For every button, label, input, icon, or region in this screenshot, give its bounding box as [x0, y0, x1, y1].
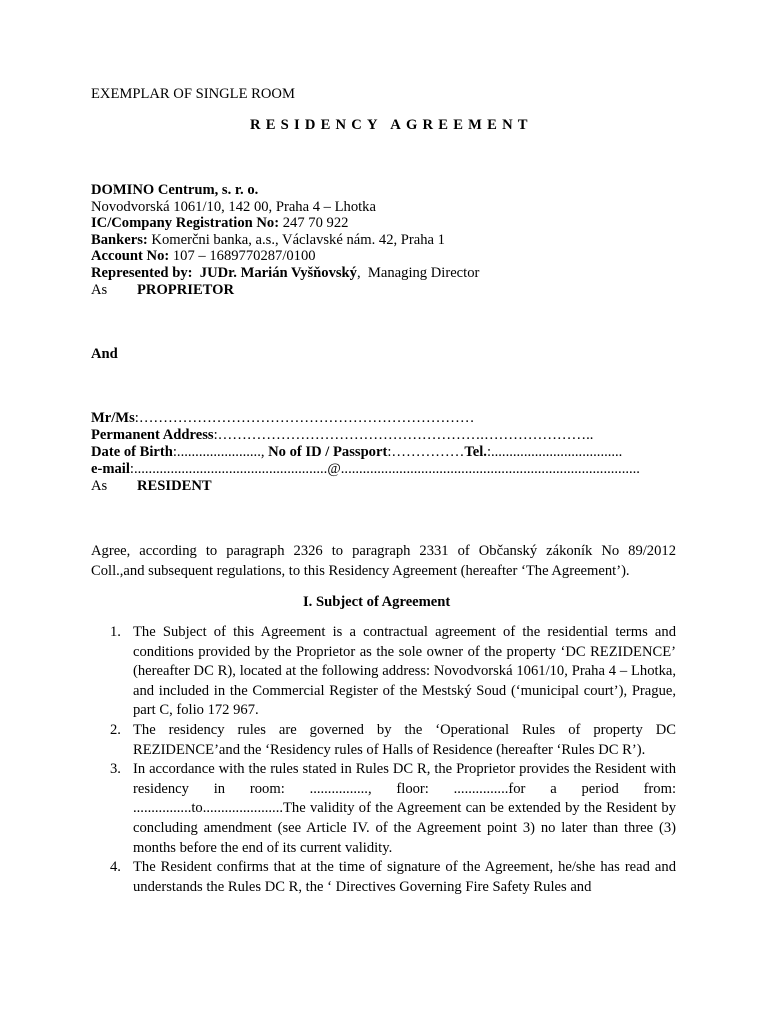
dob-blank: :......................., — [172, 444, 269, 460]
registration-label: IC/Company Registration No: — [91, 215, 280, 231]
intro-line-2: Coll.,and subsequent regulations, to this Residency Agreement (hereafter ‘The Agreement’). — [91, 563, 630, 579]
represented-label: Represented by: — [91, 265, 193, 281]
dob-label: Date of Birth — [91, 444, 173, 460]
resident-address-line — [91, 427, 593, 444]
registration-value: 247 70 922 — [279, 215, 349, 231]
item-text: The residency rules are governed by the ‘Operational Rules of property DC REZIDENCE’and the ‘Residency rules of Halls of Residence (hereafter ‘Rules DC R’). — [133, 721, 676, 758]
account-value: 107 – 1689770287/0100 — [169, 248, 316, 264]
account-label: Account No: — [91, 248, 170, 264]
item-text: The Resident confirms that at the time of signature of the Agreement, he/she has read and understands the Rules DC R, the ‘ Directives Governing Fire Safety Rules and — [133, 859, 676, 895]
proprietor-bankers — [91, 232, 445, 249]
list-item — [91, 623, 676, 721]
tel-blank: :.................................... — [486, 444, 623, 460]
resident-email-line — [91, 461, 640, 478]
intro-line-1: Agree, according to paragraph 2326 to paragraph 2331 of Občanský zákoník No 89/2012 — [91, 543, 676, 559]
list-item — [91, 858, 676, 897]
id-label: No of ID / Passport — [268, 444, 388, 460]
item-number: 4. — [110, 859, 121, 876]
exemplar-label: EXEMPLAR OF SINGLE ROOM — [91, 86, 295, 102]
permanent-address-label: Permanent Address — [91, 427, 214, 443]
representative-name: JUDr. Marián Vyšňovský — [192, 265, 357, 281]
name-blank: :…………………………………………………………… — [134, 410, 475, 426]
subject-list — [91, 623, 676, 897]
and-label: And — [91, 346, 118, 362]
resident-dob-line — [91, 444, 622, 461]
bankers-label: Bankers: — [91, 232, 148, 248]
resident-role: RESIDENT — [137, 478, 212, 494]
item-number: 1. — [110, 624, 121, 640]
section-1-heading: I. Subject of Agreement — [303, 594, 451, 610]
email-blank: :.....................................................@.................................................................................. — [129, 461, 640, 477]
proprietor-as-label: As — [91, 282, 108, 298]
name-label: Mr/Ms — [91, 410, 135, 426]
proprietor-address: Novodvorská 1061/10, 142 00, Praha 4 – Lhotka — [91, 199, 376, 215]
proprietor-registration — [91, 215, 348, 232]
representative-title: , Managing Director — [356, 265, 480, 281]
list-item — [91, 721, 676, 760]
item-number: 2. — [110, 721, 121, 738]
bankers-value: Komerčni banka, a.s., Václavské nám. 42, Praha 1 — [147, 232, 445, 248]
item-text: In accordance with the rules stated in Rules DC R, the Proprietor provides the Resident with residency in room: ................, floor: ...............for a period from: ................to......................The validity of the Agreement can be extended by the Resident by concluding amendment (see Article IV. of the Agreement point 3) no later than three (3) months before the end of its current validity. — [133, 761, 676, 856]
proprietor-representative — [91, 265, 479, 282]
tel-label: Tel. — [464, 444, 487, 460]
list-item — [91, 760, 676, 858]
proprietor-role: PROPRIETOR — [137, 282, 235, 298]
document-title: RESIDENCY AGREEMENT — [250, 117, 533, 133]
item-text: The Subject of this Agreement is a contractual agreement of the residential terms and conditions provided by the Proprietor as the sole owner of the property ‘DC REZIDENCE’ (hereafter DC R), located at the following address: Novodvorská 1061/10, Praha 4 – Lhotka, and included in the Commercial Register of the Mestský Soud (‘municipal court’), Prague, part C, folio 172 967. — [133, 624, 676, 719]
proprietor-company: DOMINO Centrum, s. r. o. — [91, 182, 259, 198]
proprietor-account — [91, 248, 316, 265]
id-blank: :…………… — [387, 444, 465, 460]
resident-as-label: As — [91, 478, 108, 494]
resident-name-line — [91, 410, 474, 427]
email-label: e-mail — [91, 461, 130, 477]
address-blank: :……………………………………………….………………….. — [213, 427, 594, 443]
item-number: 3. — [110, 761, 121, 778]
